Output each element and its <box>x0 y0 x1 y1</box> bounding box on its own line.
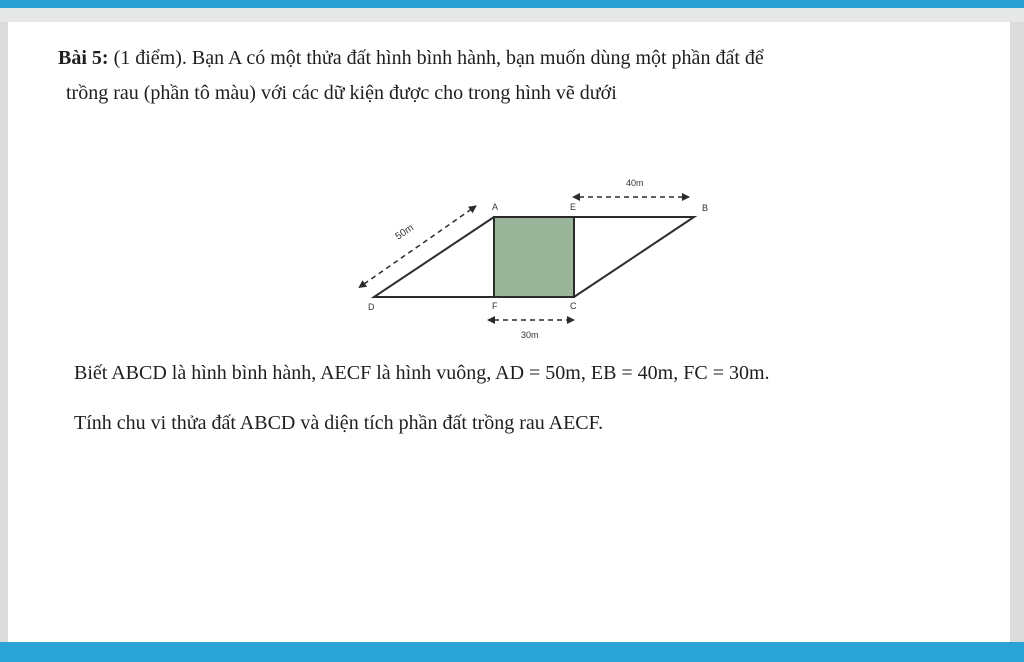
problem-heading-line <box>58 47 764 70</box>
bottom-accent-bar <box>0 642 1024 662</box>
dim-label-ad: 50m <box>393 222 416 243</box>
parallelogram-figure <box>348 154 728 340</box>
document-page <box>8 22 1010 642</box>
right-edge <box>1010 22 1024 642</box>
dim-label-fc: 30m <box>521 330 539 340</box>
top-strip <box>0 8 1024 22</box>
vegetable-square <box>494 217 574 297</box>
point-label-b: B <box>702 203 709 213</box>
top-accent-bar <box>0 0 1024 8</box>
problem-intro-line1: (1 điểm). Bạn A có một thửa đất hình bình hành, bạn muốn dùng một phần đất để <box>113 47 764 69</box>
problem-intro-line2: trồng rau (phần tô màu) với các dữ kiện được cho trong hình vẽ dưới <box>66 82 617 104</box>
dim-line-ad <box>364 206 476 284</box>
point-label-d: D <box>368 302 375 312</box>
question-statement: Tính chu vi thửa đất ABCD và diện tích phần đất trồng rau AECF. <box>74 412 604 434</box>
given-statement: Biết ABCD là hình bình hành, AECF là hình vuông, AD = 50m, EB = 40m, FC = 30m. <box>74 362 770 384</box>
point-label-f: F <box>492 301 498 311</box>
point-label-a: A <box>492 202 499 212</box>
left-edge <box>0 22 8 642</box>
problem-number: Bài 5: <box>58 47 109 69</box>
dim-label-eb: 40m <box>626 178 644 188</box>
point-label-c: C <box>570 301 577 311</box>
point-label-e: E <box>570 202 577 212</box>
